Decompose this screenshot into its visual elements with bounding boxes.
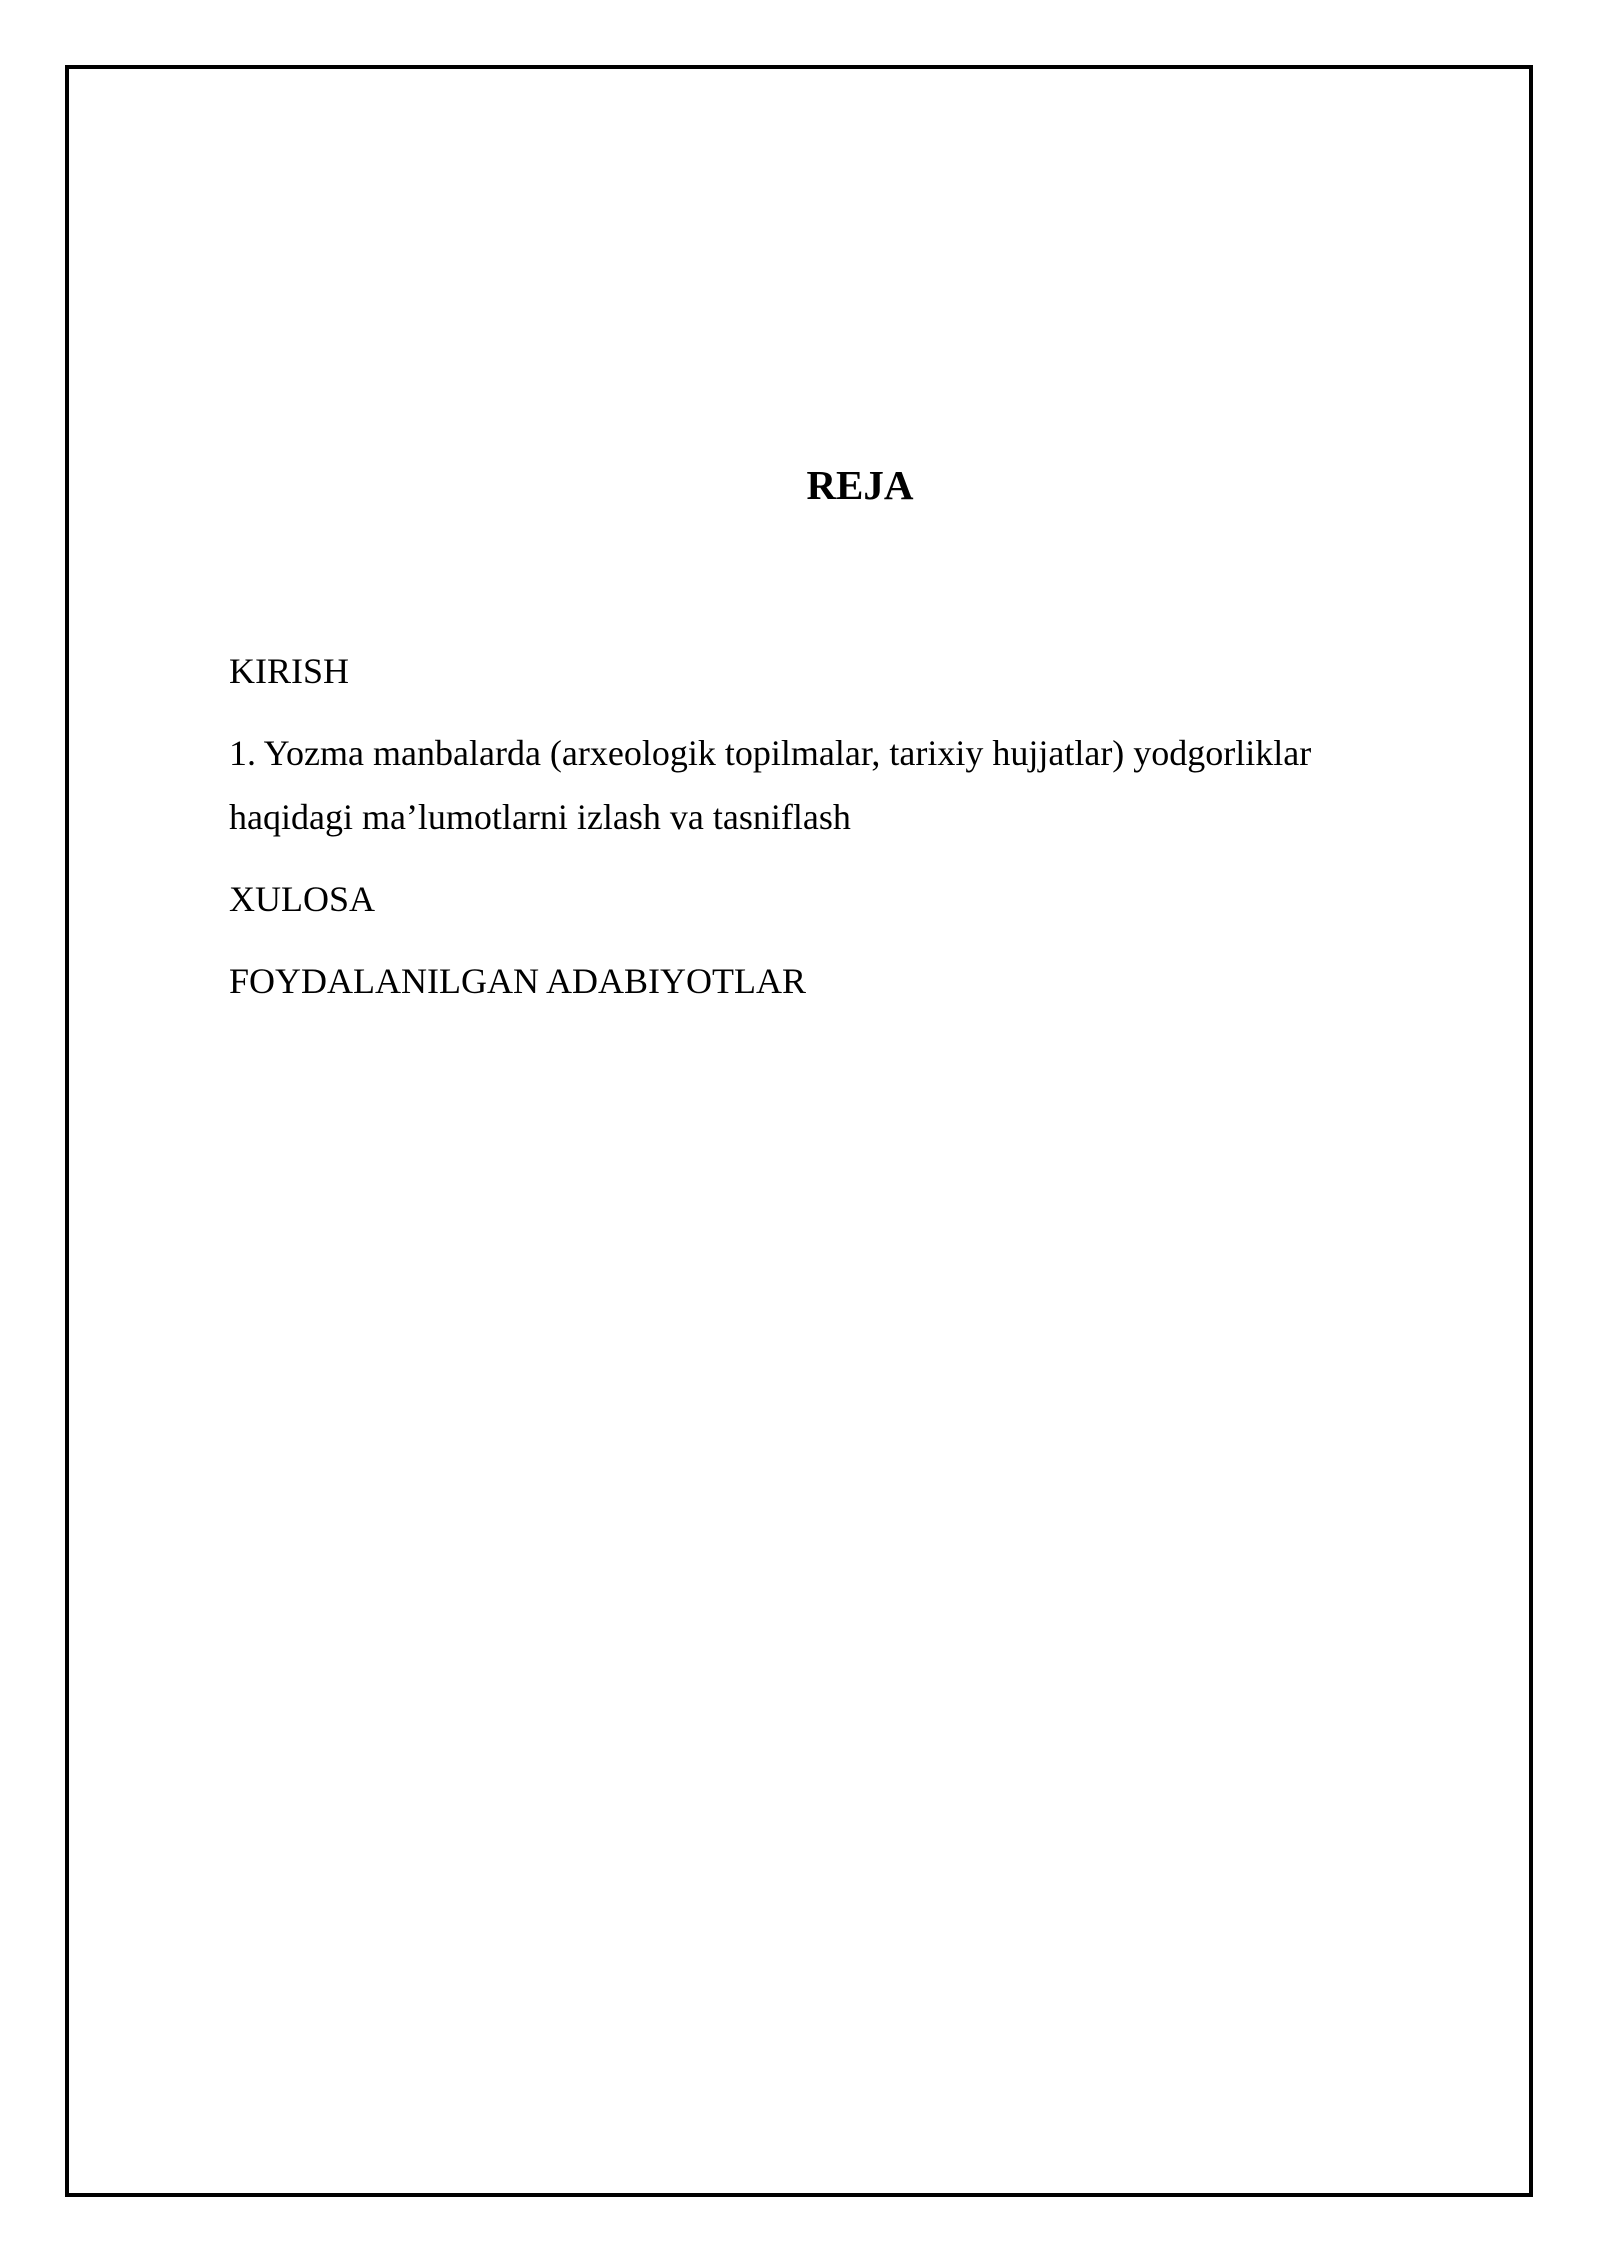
plan-item-references: FOYDALANILGAN ADABIYOTLAR (229, 961, 806, 1001)
plan-list (229, 639, 1409, 1031)
page-title: REJA (806, 462, 914, 508)
plan-item-introduction: KIRISH (229, 651, 350, 691)
plan-item-conclusion: XULOSA (229, 879, 376, 919)
page-border (65, 65, 1533, 2197)
plan-item-chapter-1: 1. Yozma manbalarda (arxeologik topilmalar, tarixiy hujjatlar) yodgorliklar haqidagi ma’lumotlarni izlash va tasniflash (229, 733, 1312, 837)
